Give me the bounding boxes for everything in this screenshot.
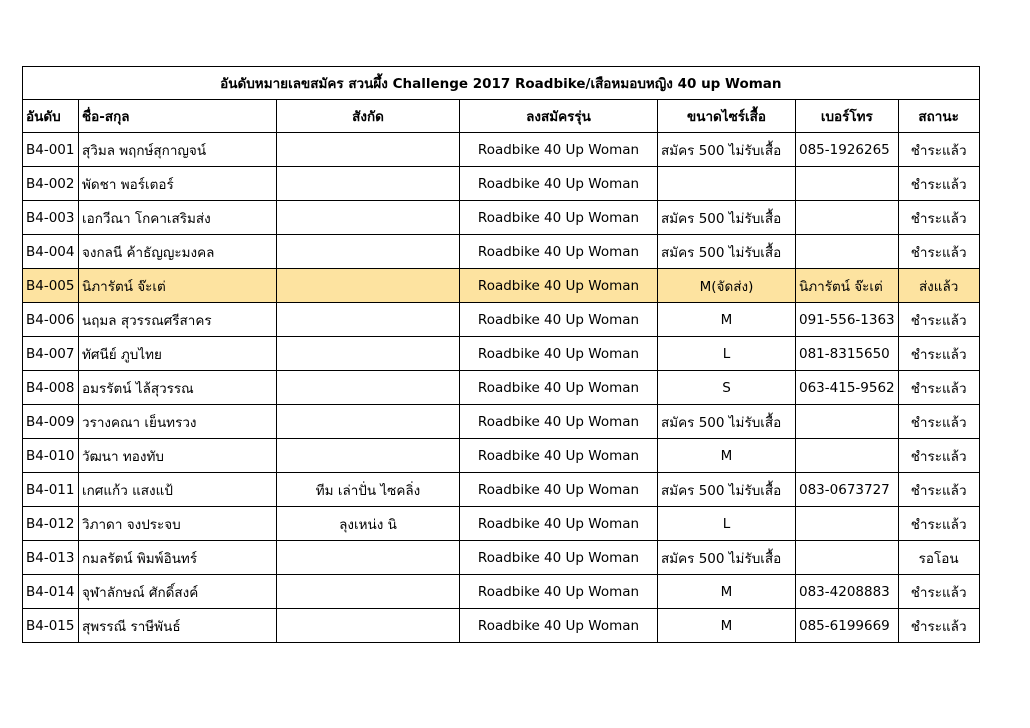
cell-category: Roadbike 40 Up Woman — [460, 133, 658, 167]
header-phone: เบอร์โทร — [796, 100, 899, 133]
cell-phone: 081-8315650 — [796, 337, 899, 371]
cell-name: พัดชา พอร์เตอร์ — [79, 167, 277, 201]
cell-rank: B4-002 — [23, 167, 79, 201]
table-row — [23, 133, 980, 167]
cell-rank: B4-005 — [23, 269, 79, 303]
cell-status: ชำระแล้ว — [898, 507, 979, 541]
cell-phone: 083-0673727 — [796, 473, 899, 507]
cell-team — [277, 269, 460, 303]
table-row — [23, 541, 980, 575]
cell-team — [277, 405, 460, 439]
table-row — [23, 575, 980, 609]
cell-category: Roadbike 40 Up Woman — [460, 235, 658, 269]
table-row — [23, 439, 980, 473]
cell-phone: 091-556-1363 — [796, 303, 899, 337]
cell-rank: B4-015 — [23, 609, 79, 643]
cell-phone — [796, 439, 899, 473]
cell-size: สมัคร 500 ไม่รับเสื้อ — [658, 133, 796, 167]
cell-status: ชำระแล้ว — [898, 405, 979, 439]
cell-team — [277, 337, 460, 371]
cell-phone: 083-4208883 — [796, 575, 899, 609]
cell-category: Roadbike 40 Up Woman — [460, 371, 658, 405]
cell-size: M — [658, 303, 796, 337]
cell-status: ชำระแล้ว — [898, 609, 979, 643]
cell-category: Roadbike 40 Up Woman — [460, 575, 658, 609]
cell-size: สมัคร 500 ไม่รับเสื้อ — [658, 235, 796, 269]
cell-rank: B4-001 — [23, 133, 79, 167]
cell-size: M — [658, 609, 796, 643]
cell-category: Roadbike 40 Up Woman — [460, 405, 658, 439]
header-size: ขนาดไซร์เสื้อ — [658, 100, 796, 133]
table-row — [23, 609, 980, 643]
cell-size: M(จัดส่ง) — [658, 269, 796, 303]
cell-status: ชำระแล้ว — [898, 337, 979, 371]
cell-phone: 085-6199669 — [796, 609, 899, 643]
cell-team — [277, 167, 460, 201]
cell-name: สุพรรณี ราษีพันธ์ — [79, 609, 277, 643]
cell-category: Roadbike 40 Up Woman — [460, 303, 658, 337]
cell-status: ชำระแล้ว — [898, 133, 979, 167]
cell-name: วรางคณา เย็นทรวง — [79, 405, 277, 439]
cell-status: ชำระแล้ว — [898, 201, 979, 235]
header-rank: อันดับ — [23, 100, 79, 133]
cell-name: อมรรัตน์ ไล้สุวรรณ — [79, 371, 277, 405]
cell-phone: 063-415-9562 — [796, 371, 899, 405]
cell-phone — [796, 235, 899, 269]
title-row — [23, 67, 980, 100]
cell-rank: B4-014 — [23, 575, 79, 609]
cell-size: M — [658, 439, 796, 473]
cell-size: L — [658, 507, 796, 541]
header-category: ลงสมัครรุ่น — [460, 100, 658, 133]
cell-rank: B4-004 — [23, 235, 79, 269]
cell-team — [277, 235, 460, 269]
cell-name: เอกวีณา โกคาเสริมส่ง — [79, 201, 277, 235]
table-row — [23, 167, 980, 201]
cell-size: สมัคร 500 ไม่รับเสื้อ — [658, 541, 796, 575]
cell-status: ส่งแล้ว — [898, 269, 979, 303]
cell-rank: B4-012 — [23, 507, 79, 541]
cell-size: M — [658, 575, 796, 609]
cell-phone — [796, 405, 899, 439]
cell-team — [277, 541, 460, 575]
cell-team: ลุงเหน่ง นิ — [277, 507, 460, 541]
cell-team: ทีม เล่าปั่น ไซคลิ่ง — [277, 473, 460, 507]
cell-rank: B4-006 — [23, 303, 79, 337]
table-row — [23, 201, 980, 235]
cell-status: รอโอน — [898, 541, 979, 575]
cell-name: นิภารัตน์ จ๊ะเต่ — [79, 269, 277, 303]
cell-name: กมลรัตน์ พิมพ์อินทร์ — [79, 541, 277, 575]
cell-category: Roadbike 40 Up Woman — [460, 541, 658, 575]
cell-phone: นิภารัตน์ จ๊ะเต่ — [796, 269, 899, 303]
cell-category: Roadbike 40 Up Woman — [460, 167, 658, 201]
cell-size: สมัคร 500 ไม่รับเสื้อ — [658, 473, 796, 507]
cell-rank: B4-007 — [23, 337, 79, 371]
cell-name: จงกลนี ค้าธัญญะมงคล — [79, 235, 277, 269]
cell-phone — [796, 507, 899, 541]
table-row — [23, 303, 980, 337]
cell-rank: B4-010 — [23, 439, 79, 473]
cell-size: S — [658, 371, 796, 405]
sheet-title: อันดับหมายเลขสมัคร สวนผึ้ง Challenge 2017 Roadbike/เสือหมอบหญิง 40 up Woman — [23, 67, 980, 100]
cell-status: ชำระแล้ว — [898, 473, 979, 507]
cell-status: ชำระแล้ว — [898, 235, 979, 269]
cell-team — [277, 575, 460, 609]
cell-size: สมัคร 500 ไม่รับเสื้อ — [658, 201, 796, 235]
cell-status: ชำระแล้ว — [898, 371, 979, 405]
cell-phone — [796, 167, 899, 201]
table-row — [23, 235, 980, 269]
cell-team — [277, 303, 460, 337]
cell-team — [277, 371, 460, 405]
registration-table — [22, 66, 980, 643]
cell-team — [277, 133, 460, 167]
cell-team — [277, 201, 460, 235]
cell-phone — [796, 541, 899, 575]
cell-category: Roadbike 40 Up Woman — [460, 609, 658, 643]
cell-category: Roadbike 40 Up Woman — [460, 507, 658, 541]
table-row — [23, 405, 980, 439]
table-row — [23, 269, 980, 303]
cell-name: สุวิมล พฤกษ์สุกาญจน์ — [79, 133, 277, 167]
header-status: สถานะ — [898, 100, 979, 133]
cell-team — [277, 609, 460, 643]
cell-rank: B4-011 — [23, 473, 79, 507]
header-row — [23, 100, 980, 133]
cell-status: ชำระแล้ว — [898, 575, 979, 609]
cell-category: Roadbike 40 Up Woman — [460, 269, 658, 303]
cell-category: Roadbike 40 Up Woman — [460, 201, 658, 235]
cell-name: จุฬาลักษณ์ ศักดิ์สงค์ — [79, 575, 277, 609]
table-row — [23, 507, 980, 541]
table-row — [23, 473, 980, 507]
cell-name: เกศแก้ว แสงแป้ — [79, 473, 277, 507]
cell-category: Roadbike 40 Up Woman — [460, 473, 658, 507]
table-row — [23, 337, 980, 371]
cell-category: Roadbike 40 Up Woman — [460, 337, 658, 371]
cell-name: นฤมล สุวรรณศรีสาคร — [79, 303, 277, 337]
table-row — [23, 371, 980, 405]
cell-name: ทัศนีย์ ภูบไทย — [79, 337, 277, 371]
cell-name: วิภาดา จงประจบ — [79, 507, 277, 541]
cell-status: ชำระแล้ว — [898, 167, 979, 201]
cell-category: Roadbike 40 Up Woman — [460, 439, 658, 473]
header-name: ชื่อ-สกุล — [79, 100, 277, 133]
cell-size: สมัคร 500 ไม่รับเสื้อ — [658, 405, 796, 439]
cell-status: ชำระแล้ว — [898, 439, 979, 473]
cell-status: ชำระแล้ว — [898, 303, 979, 337]
header-team: สังกัด — [277, 100, 460, 133]
cell-rank: B4-008 — [23, 371, 79, 405]
cell-size: L — [658, 337, 796, 371]
cell-name: วัฒนา ทองทับ — [79, 439, 277, 473]
cell-size — [658, 167, 796, 201]
cell-phone — [796, 201, 899, 235]
cell-phone: 085-1926265 — [796, 133, 899, 167]
cell-rank: B4-003 — [23, 201, 79, 235]
cell-rank: B4-013 — [23, 541, 79, 575]
cell-team — [277, 439, 460, 473]
cell-rank: B4-009 — [23, 405, 79, 439]
